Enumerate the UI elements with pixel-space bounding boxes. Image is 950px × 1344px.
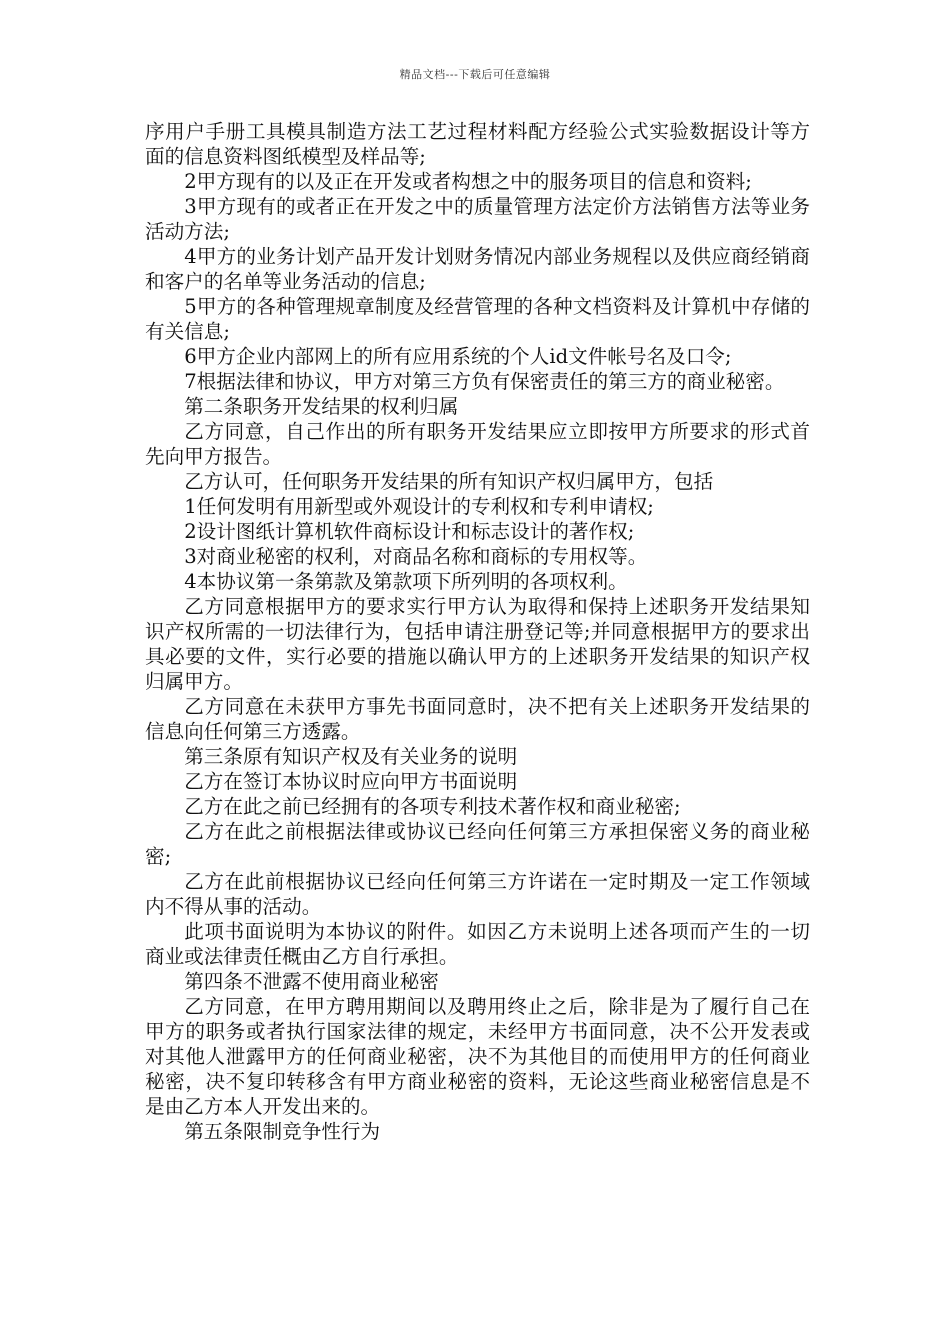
paragraph: 乙方同意在未获甲方事先书面同意时，决不把有关上述职务开发结果的信息向任何第三方透露。 <box>145 695 810 743</box>
paragraph: 乙方同意，自己作出的所有职务开发结果应立即按甲方所要求的形式首先向甲方报告。 <box>145 420 810 468</box>
page-header: 精品文档---下载后可任意编辑 <box>399 68 551 81</box>
paragraph: 乙方在此前根据协议已经向任何第三方许诺在一定时期及一定工作领域内不得从事的活动。 <box>145 870 810 918</box>
paragraph: 2设计图纸计算机软件商标设计和标志设计的著作权; <box>184 520 635 543</box>
paragraph: 第五条限制竞争性行为 <box>184 1120 381 1143</box>
paragraph: 第四条不泄露不使用商业秘密 <box>184 970 439 993</box>
paragraph: 1任何发明有用新型或外观设计的专利权和专利申请权; <box>184 495 654 518</box>
paragraph: 4甲方的业务计划产品开发计划财务情况内部业务规程以及供应商经销商和客户的名单等业务活动的信息; <box>145 245 810 293</box>
paragraph: 2甲方现有的以及正在开发或者构想之中的服务项目的信息和资料; <box>184 170 752 193</box>
document-body <box>145 119 810 1144</box>
paragraph: 6甲方企业内部网上的所有应用系统的个人id文件帐号名及口令; <box>184 345 732 368</box>
paragraph: 乙方在签订本协议时应向甲方书面说明 <box>184 770 518 793</box>
paragraph: 乙方同意根据甲方的要求实行甲方认为取得和保持上述职务开发结果知识产权所需的一切法律行为，包括申请注册登记等;并同意根据甲方的要求出具必要的文件，实行必要的措施以确认甲方的上述职务开发结果的知识产权归属甲方。 <box>145 595 810 693</box>
paragraph: 第二条职务开发结果的权利归属 <box>184 395 459 418</box>
paragraph: 3甲方现有的或者正在开发之中的质量管理方法定价方法销售方法等业务活动方法; <box>145 195 810 243</box>
paragraph: 乙方同意，在甲方聘用期间以及聘用终止之后，除非是为了履行自己在甲方的职务或者执行国家法律的规定，未经甲方书面同意，决不公开发表或对其他人泄露甲方的任何商业秘密，决不为其他目的而使用甲方的任何商业秘密，决不复印转移含有甲方商业秘密的资料，无论这些商业秘密信息是不是由乙方本人开发出来的。 <box>145 995 810 1118</box>
paragraph: 乙方在此之前根据法律或协议已经向任何第三方承担保密义务的商业秘密; <box>145 820 810 868</box>
paragraph: 7根据法律和协议，甲方对第三方负有保密责任的第三方的商业秘密。 <box>184 370 785 393</box>
paragraph: 乙方在此之前已经拥有的各项专利技术著作权和商业秘密; <box>184 795 681 818</box>
paragraph: 此项书面说明为本协议的附件。如因乙方未说明上述各项而产生的一切商业或法律责任概由乙方自行承担。 <box>145 920 810 968</box>
paragraph: 4本协议第一条第款及第款项下所列明的各项权利。 <box>184 570 628 593</box>
paragraph: 序用户手册工具模具制造方法工艺过程材料配方经验公式实验数据设计等方面的信息资料图纸模型及样品等; <box>145 120 810 168</box>
paragraph: 第三条原有知识产权及有关业务的说明 <box>184 745 518 768</box>
paragraph: 乙方认可，任何职务开发结果的所有知识产权归属甲方，包括 <box>184 470 714 493</box>
paragraph: 3对商业秘密的权利，对商品名称和商标的专用权等。 <box>184 545 648 568</box>
paragraph: 5甲方的各种管理规章制度及经营管理的各种文档资料及计算机中存储的有关信息; <box>145 295 810 343</box>
